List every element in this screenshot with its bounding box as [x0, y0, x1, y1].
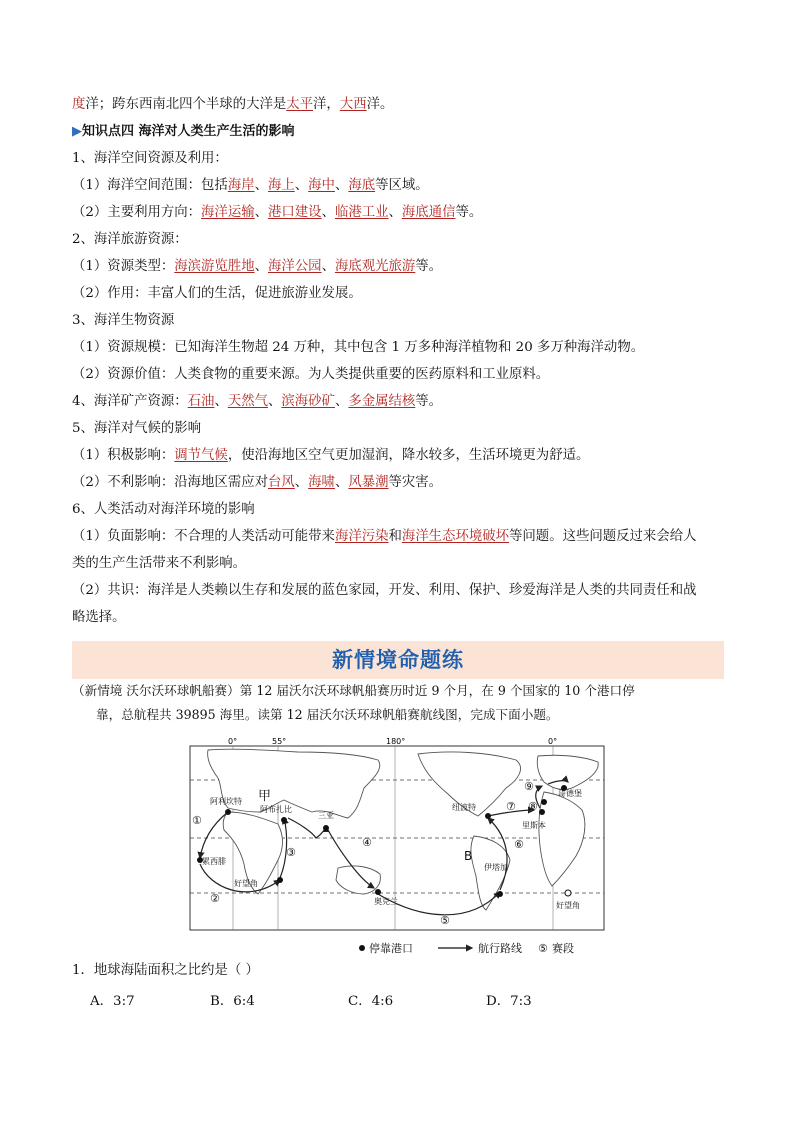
keyword: 风暴潮: [348, 475, 389, 490]
map-legend: [359, 941, 574, 955]
keyword: 调节气候: [174, 448, 228, 463]
port-newport: [485, 813, 491, 819]
keyword: 海滨游览胜地: [174, 259, 255, 274]
keyword: 海底观光旅游: [334, 259, 416, 274]
keyword: 海底通信: [401, 205, 456, 220]
s1-line1: （1）海洋空间范围：包括海岸、海上、海中、海底等区域。: [72, 178, 429, 193]
port-lisbon: [539, 809, 545, 815]
port-label: 累西腓: [202, 857, 226, 866]
lon-label: 180°: [386, 738, 406, 746]
text-fragment: 等。: [415, 259, 443, 274]
leg-label: ⑨: [524, 780, 534, 793]
port-label: 奥克兰: [374, 897, 398, 906]
ocean-line: [72, 96, 393, 114]
port-label: 纽波特: [452, 803, 476, 812]
lon-label: 0°: [548, 738, 558, 746]
s6-line1b: 类的生产生活带来不利影响。: [72, 556, 247, 571]
keyword: 海洋公园: [268, 259, 322, 274]
port-lisbon-b: [541, 799, 547, 805]
text-fragment: 洋，: [313, 97, 340, 112]
option-c[interactable]: C．4:6: [348, 994, 394, 1009]
text-fragment: （1）负面影响：不合理的人类活动可能带来: [72, 529, 335, 544]
s5-line2: （2）不利影响：沿海地区需应对台风、海啸、风暴潮等灾害。: [72, 475, 443, 490]
legend-port-label: 停靠港口: [369, 942, 413, 955]
text-fragment: 洋；跨东西南北四个半球的大洋是: [85, 97, 287, 112]
cape-of-good-hope-marker: [565, 890, 571, 896]
leg-label: ②: [210, 892, 220, 905]
keyword: 天然气: [227, 394, 268, 409]
port-label: 三亚: [318, 811, 334, 820]
intro-line1: （新情境 沃尔沃环球帆船赛）第 12 届沃尔沃环球帆船赛历时近 9 个月，在 9 个国家的 10 个港口停: [72, 683, 635, 698]
port-label: 好望角: [556, 901, 580, 910]
port-alicante: [225, 809, 231, 815]
keyword: 海中: [308, 178, 335, 193]
text-fragment: 洋。: [366, 97, 394, 112]
text-fragment: （1）积极影响：: [72, 448, 175, 463]
legend-leg-label: 赛段: [552, 942, 574, 955]
leg-label: ⑥: [514, 838, 524, 851]
lon-label: 0°: [228, 738, 238, 746]
text-fragment: 4、海洋矿产资源：: [72, 394, 188, 409]
port-label: 里斯本: [522, 821, 546, 830]
leg-label: ③: [286, 846, 296, 859]
port-itajai: [497, 891, 503, 897]
s1-head: 1、海洋空间资源及利用：: [72, 151, 228, 166]
legend-leg-symbol: ⑤: [538, 942, 548, 955]
region-label-jia: 甲: [258, 789, 272, 804]
s4-line: 4、海洋矿产资源：石油、天然气、滨海砂矿、多金属结核等。: [72, 394, 443, 409]
triangle-right-icon: ▶: [72, 124, 82, 139]
question-1-stem: 1．地球海陆面积之比约是（ ）: [72, 963, 259, 978]
s2-line1: （1）资源类型：海滨游览胜地、海洋公园、海底观光旅游等。: [72, 259, 443, 274]
keyword: 海上: [268, 178, 295, 193]
text-fragment: （1）资源类型：: [72, 259, 175, 274]
port-label: 阿利坎特: [210, 797, 242, 806]
s5-head: 5、海洋对气候的影响: [72, 421, 202, 436]
keyword: 石油: [187, 394, 215, 409]
leg-label: ⑦: [506, 800, 516, 813]
text-fragment: 等。: [455, 205, 483, 220]
leg-label: ⑧: [528, 800, 538, 813]
port-label: 伊塔加: [484, 863, 508, 872]
intro-line2: 靠，总航程共 39895 海里。读第 12 届沃尔沃环球帆船赛航线图，完成下面小题。: [96, 707, 559, 722]
port-label: 好望角: [234, 879, 258, 888]
port-label: 哥德堡: [558, 789, 582, 798]
banner-title: 新情境命题练: [332, 648, 464, 672]
s6-line2: （2）共识：海洋是人类赖以生存和发展的蓝色家园，开发、利用、保护、珍爱海洋是人类的共同责任和战: [72, 583, 697, 598]
keyword: 大西: [339, 97, 367, 112]
keyword: 太平: [286, 97, 314, 112]
legend-port-dot: [359, 945, 365, 951]
text-fragment: （2）主要利用方向：: [72, 205, 202, 220]
option-a[interactable]: A．3:7: [90, 994, 135, 1009]
port-auckland: [375, 889, 381, 895]
s2-line2: （2）作用：丰富人们的生活，促进旅游业发展。: [72, 286, 362, 301]
section-title: 知识点四 海洋对人类生产生活的影响: [82, 124, 295, 139]
s6-line2b: 略选择。: [72, 610, 126, 625]
s5-line1: [72, 447, 589, 465]
option-b[interactable]: B．6:4: [210, 994, 255, 1009]
text-fragment: 等。: [415, 394, 443, 409]
s3-line1: （1）资源规模：已知海洋生物超 24 万种，其中包含 1 万多种海洋植物和 20 多万种海洋动物。: [72, 340, 645, 355]
s1-line2: （2）主要利用方向：海洋运输、港口建设、临港工业、海底通信等。: [72, 205, 483, 220]
text-fragment: （2）不利影响：沿海地区需应对: [72, 475, 268, 490]
keyword: 海洋生态环境破坏: [401, 529, 510, 544]
section-heading: [72, 123, 295, 141]
s6-line1: [72, 528, 697, 546]
port-label: 阿布扎比: [260, 805, 292, 814]
section-banner: [72, 641, 724, 679]
s3-head: 3、海洋生物资源: [72, 313, 175, 328]
keyword: 港口建设: [268, 205, 322, 220]
route-map: [188, 738, 608, 958]
kw-du: 度: [72, 97, 86, 112]
keyword: 海啸: [308, 475, 335, 490]
keyword: 滨海砂矿: [281, 394, 335, 409]
keyword: 海底: [348, 178, 376, 193]
lon-label: 55°: [272, 738, 287, 746]
text-fragment: ，使沿海地区空气更加湿润，降水较多，生活环境更为舒适。: [227, 448, 590, 463]
text-fragment: （1）海洋空间范围：包括: [72, 178, 228, 193]
keyword: 海岸: [227, 178, 255, 193]
point-label-b: B: [464, 849, 473, 863]
keyword: 临港工业: [334, 205, 389, 220]
legend-route-label: 航行路线: [478, 942, 522, 955]
keyword: 海洋污染: [334, 529, 389, 544]
s6-head: 6、人类活动对海洋环境的影响: [72, 502, 255, 517]
leg-label: ①: [192, 814, 202, 827]
keyword: 台风: [268, 475, 295, 490]
port-cape-town: [277, 877, 283, 883]
text-fragment: 等问题。这些问题反过来会给人: [509, 529, 697, 544]
leg-label: ⑤: [440, 914, 450, 927]
s3-line2: （2）资源价值：人类食物的重要来源。为人类提供重要的医药原料和工业原料。: [72, 367, 550, 382]
keyword: 多金属结核: [348, 394, 416, 409]
text-fragment: 等区域。: [375, 178, 429, 193]
s2-head: 2、海洋旅游资源：: [72, 232, 188, 247]
text-fragment: 等灾害。: [388, 475, 443, 490]
text-fragment: 和: [388, 529, 402, 544]
keyword: 海洋运输: [201, 205, 255, 220]
option-d[interactable]: D．7:3: [486, 994, 532, 1009]
leg-label: ④: [362, 836, 372, 849]
port-sanya: [323, 825, 329, 831]
port-abu-dhabi: [281, 817, 287, 823]
